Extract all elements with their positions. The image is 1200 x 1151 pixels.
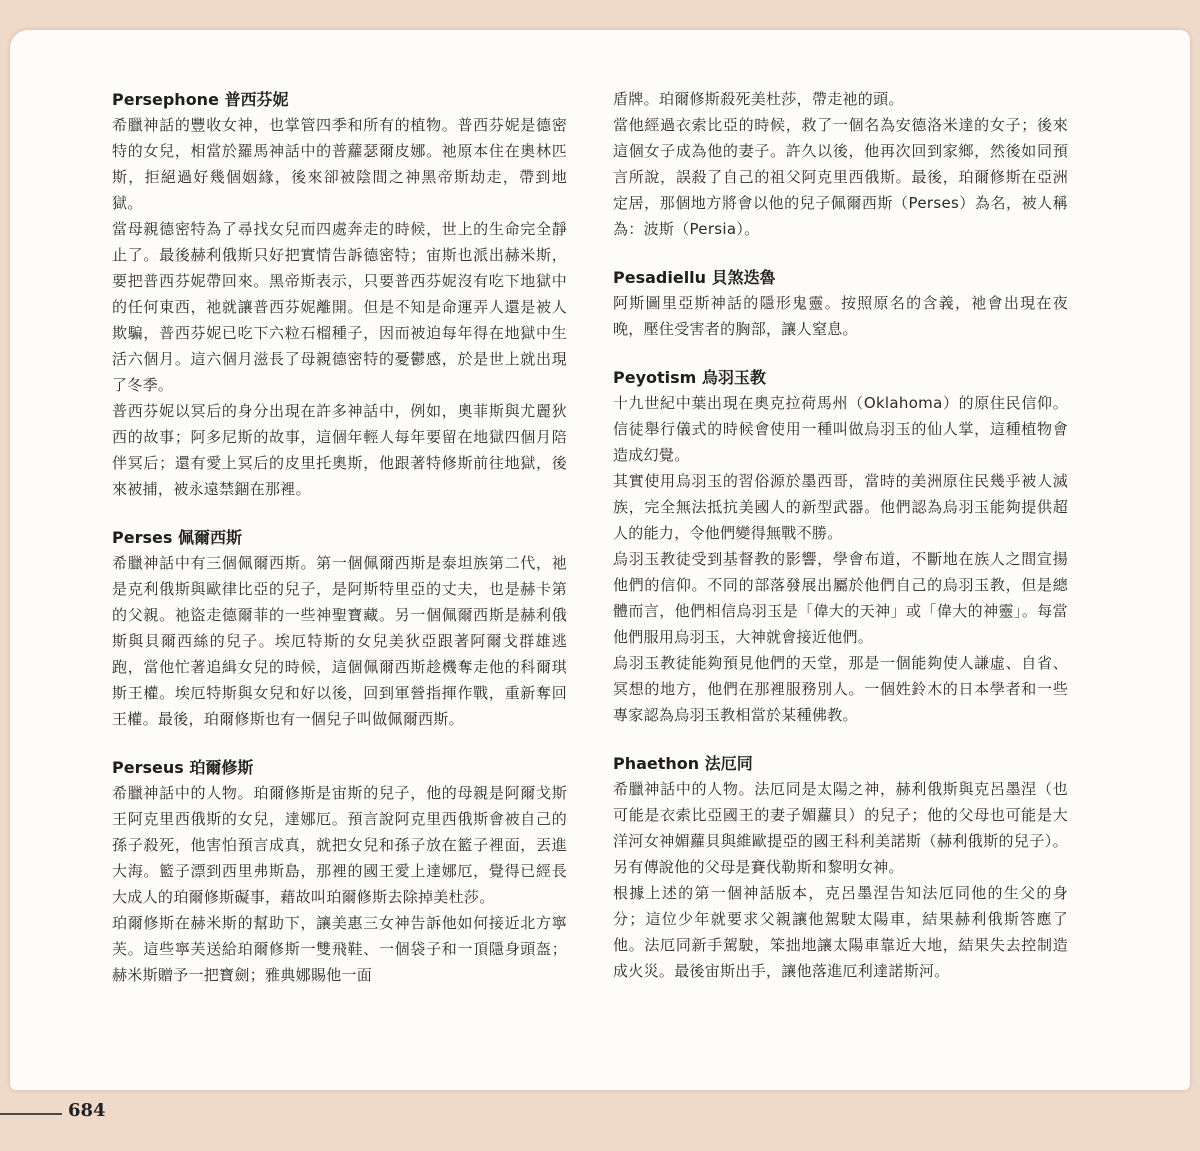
entry-persephone bbox=[112, 88, 567, 502]
entry-paragraph: 希臘神話中的人物。法厄同是太陽之神，赫利俄斯與克呂墨涅（也可能是衣索比亞國王的妻子媚蘿貝）的兒子；他的父母也可能是大洋河女神媚蘿貝與維歐提亞的國王科利美諾斯（赫利俄斯的兒子）。另有傳說他的父母是賽伐勒斯和黎明女神。 bbox=[613, 780, 1068, 876]
entry-paragraph: 烏羽玉教徒受到基督教的影響，學會布道，不斷地在族人之間宣揚他們的信仰。不同的部落發展出屬於他們自己的烏羽玉教，但是總體而言，他們相信烏羽玉是「偉大的天神」或「偉大的神靈」。每當他們服用烏羽玉，大神就會接近他們。 bbox=[613, 550, 1068, 646]
entry-heading: Phaethon 法厄同 bbox=[613, 754, 753, 773]
entry-perses bbox=[112, 526, 567, 732]
entry-pesadiellu bbox=[613, 266, 1068, 342]
entry-heading: Perses 佩爾西斯 bbox=[112, 528, 242, 547]
entry-paragraph: 盾牌。珀爾修斯殺死美杜莎，帶走祂的頭。 bbox=[613, 90, 904, 108]
entry-paragraph: 其實使用烏羽玉的習俗源於墨西哥，當時的美洲原住民幾乎被人滅族，完全無法抵抗美國人的新型武器。他們認為烏羽玉能夠提供超人的能力，令他們變得無戰不勝。 bbox=[613, 472, 1068, 542]
entry-heading: Persephone 普西芬妮 bbox=[112, 90, 289, 109]
entry-paragraph: 希臘神話的豐收女神，也掌管四季和所有的植物。普西芬妮是德密特的女兒，相當於羅馬神話中的普蘿瑟爾皮娜。祂原本住在奧林匹斯，拒絕過好幾個姻緣，後來卻被陰間之神黑帝斯劫走，帶到地獄。 bbox=[112, 116, 567, 212]
entry-perseus bbox=[112, 756, 567, 988]
entry-phaethon bbox=[613, 752, 1068, 984]
left-column bbox=[112, 88, 567, 1012]
entry-paragraph: 十九世紀中葉出現在奧克拉荷馬州（Oklahoma）的原住民信仰。信徒舉行儀式的時候會使用一種叫做烏羽玉的仙人掌，這種植物會造成幻覺。 bbox=[613, 394, 1068, 464]
entry-paragraph: 普西芬妮以冥后的身分出現在許多神話中，例如，奧菲斯與尤麗狄西的故事；阿多尼斯的故事，這個年輕人每年要留在地獄四個月陪伴冥后；還有愛上冥后的皮里托奧斯，他跟著特修斯前往地獄，後來被捕，被永遠禁錮在那裡。 bbox=[112, 402, 567, 498]
entry-paragraph: 當他經過衣索比亞的時候，救了一個名為安德洛米達的女子；後來這個女子成為他的妻子。許久以後，他再次回到家鄉，然後如同預言所說，誤殺了自己的祖父阿克里西俄斯。最後，珀爾修斯在亞洲定居，那個地方將會以他的兒子佩爾西斯（Perses）為名，被人稱為：波斯（Persia）。 bbox=[613, 116, 1068, 238]
entry-paragraph: 阿斯圖里亞斯神話的隱形鬼靈。按照原名的含義，祂會出現在夜晚，壓住受害者的胸部，讓人窒息。 bbox=[613, 294, 1068, 338]
entry-heading: Peyotism 烏羽玉教 bbox=[613, 368, 766, 387]
entry-paragraph: 烏羽玉教徒能夠預見他們的天堂，那是一個能夠使人謙虛、自省、冥想的地方，他們在那裡服務別人。一個姓鈴木的日本學者和一些專家認為烏羽玉教相當於某種佛教。 bbox=[613, 654, 1068, 724]
entry-perseus-continued bbox=[613, 86, 1068, 242]
entry-heading: Perseus 珀爾修斯 bbox=[112, 758, 254, 777]
entry-paragraph: 希臘神話中有三個佩爾西斯。第一個佩爾西斯是泰坦族第二代，祂是克利俄斯與歐律比亞的兒子，是阿斯特里亞的丈夫，也是赫卡第的父親。祂盜走德爾菲的一些神聖寶藏。另一個佩爾西斯是赫利俄斯與貝爾西絲的兒子。埃厄特斯的女兒美狄亞跟著阿爾戈群雄逃跑，當他忙著追緝女兒的時候，這個佩爾西斯趁機奪走他的科爾琪斯王權。埃厄特斯與女兒和好以後，回到軍營指揮作戰，重新奪回王權。最後，珀爾修斯也有一個兒子叫做佩爾西斯。 bbox=[112, 554, 567, 728]
entry-heading: Pesadiellu 貝煞迭魯 bbox=[613, 268, 776, 287]
entry-peyotism bbox=[613, 366, 1068, 728]
footer-rule bbox=[0, 1113, 62, 1115]
entry-paragraph: 根據上述的第一個神話版本，克呂墨涅告知法厄同他的生父的身分；這位少年就要求父親讓他駕駛太陽車，結果赫利俄斯答應了他。法厄同新手駕駛，笨拙地讓太陽車靠近大地，結果失去控制造成火災。最後宙斯出手，讓他落進厄利達諾斯河。 bbox=[613, 884, 1068, 980]
entry-paragraph: 當母親德密特為了尋找女兒而四處奔走的時候，世上的生命完全靜止了。最後赫利俄斯只好把實情告訴德密特；宙斯也派出赫米斯，要把普西芬妮帶回來。黑帝斯表示，只要普西芬妮沒有吃下地獄中的任何東西，祂就讓普西芬妮離開。但是不知是命運弄人還是被人欺騙，普西芬妮已吃下六粒石榴種子，因而被迫每年得在地獄中生活六個月。這六個月滋長了母親德密特的憂鬱感，於是世上就出現了冬季。 bbox=[112, 220, 567, 394]
page-number: 684 bbox=[68, 1100, 106, 1121]
right-column bbox=[613, 86, 1068, 1008]
entry-paragraph: 希臘神話中的人物。珀爾修斯是宙斯的兒子，他的母親是阿爾戈斯王阿克里西俄斯的女兒，達娜厄。預言說阿克里西俄斯會被自己的孫子殺死，他害怕預言成真，就把女兒和孫子放在籃子裡面，丟進大海。籃子漂到西里弗斯島，那裡的國王愛上達娜厄，覺得已經長大成人的珀爾修斯礙事，藉故叫珀爾修斯去除掉美杜莎。 bbox=[112, 784, 567, 906]
entry-paragraph: 珀爾修斯在赫米斯的幫助下，讓美惠三女神告訴他如何接近北方寧芙。這些寧芙送給珀爾修斯一雙飛鞋、一個袋子和一頂隱身頭盔；赫米斯贈予一把寶劍；雅典娜賜他一面 bbox=[112, 914, 567, 984]
